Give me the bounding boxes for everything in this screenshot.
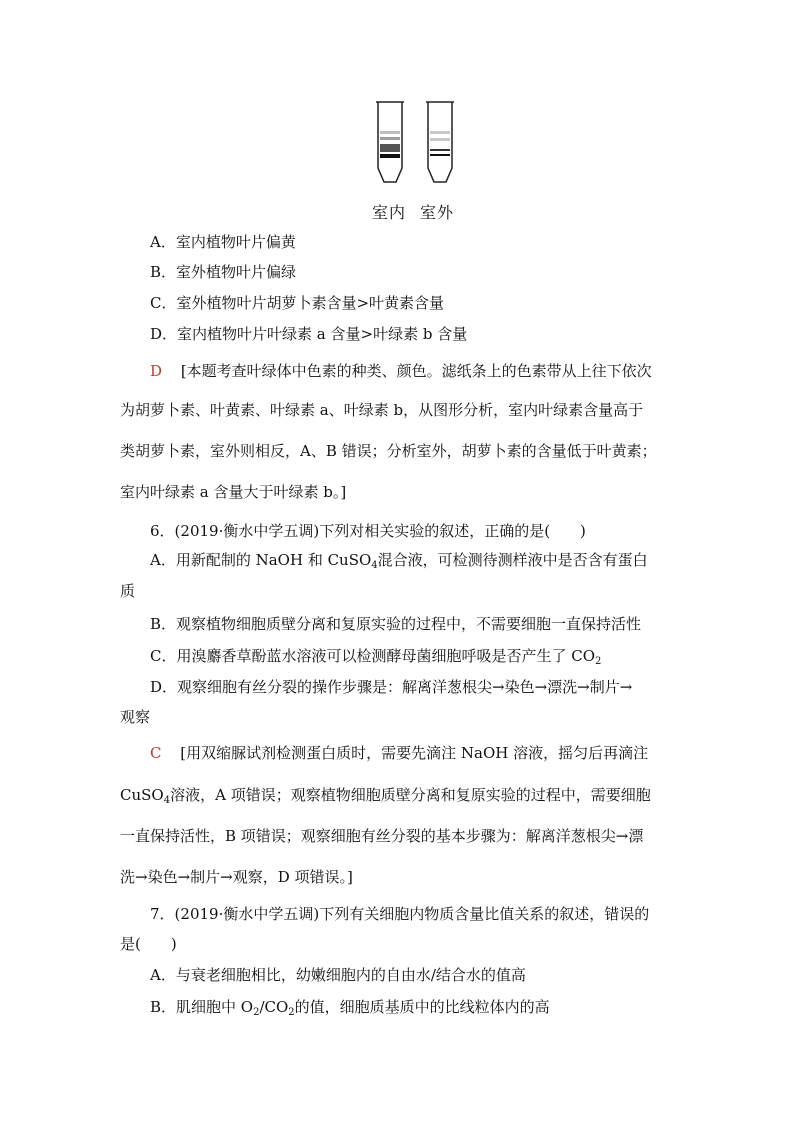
q6-option-b: B．观察植物细胞质壁分离和复原实验的过程中，不需要细胞一直保持活性 xyxy=(150,615,642,633)
q6-option-d-cont: 观察 xyxy=(120,708,151,726)
q6-option-c: C．用溴麝香草酚蓝水溶液可以检测酵母菌细胞呼吸是否产生了 $CO_2$ xyxy=(150,647,602,667)
q7-option-b: B．肌细胞中 $O_2/CO_2$的值，细胞质基质中的比线粒体内的高 xyxy=(150,998,550,1018)
q7-stem: 7．(2019·衡水中学五调)下列有关细胞内物质含量比值关系的叙述，错误的 xyxy=(150,905,650,923)
q6-stem: 6．(2019·衡水中学五调)下列对相关实验的叙述，正确的是( ) xyxy=(150,522,586,540)
chromatography-figure xyxy=(360,98,470,228)
q6-answer-line-1 xyxy=(150,742,648,764)
band-carotene xyxy=(380,131,400,134)
q5-answer-letter: D xyxy=(150,362,163,380)
q7-option-a: A．与衰老细胞相比，幼嫩细胞内的自由水/结合水的值高 xyxy=(150,966,526,984)
band-xanthophyll xyxy=(430,138,450,141)
indoor-tube xyxy=(376,102,404,182)
q5-option-d: D．室内植物叶片叶绿素 a 含量>叶绿素 b 含量 xyxy=(150,325,468,343)
band-chlorophyll-b xyxy=(380,154,400,158)
q5-explanation-3: 类胡萝卜素，室外则相反，A、B 错误；分析室外，胡萝卜素的含量低于叶黄素； xyxy=(120,442,657,460)
test-tubes-illustration xyxy=(370,98,460,188)
band-chlorophyll-b xyxy=(430,154,450,156)
q6-option-d: D．观察细胞有丝分裂的操作步骤是：解离洋葱根尖→染色→漂洗→制片→ xyxy=(150,678,633,696)
q5-option-b: B．室外植物叶片偏绿 xyxy=(150,263,297,281)
band-carotene xyxy=(430,131,450,134)
band-chlorophyll-a xyxy=(430,149,450,151)
label-indoor: 室内 xyxy=(372,203,407,222)
q6-option-a: A．用新配制的 NaOH 和 CuSO$_4$混合液，可检测待测样液中是否含有蛋白 xyxy=(150,551,648,571)
q5-explanation-1: [本题考查叶绿体中色素的种类、颜色。滤纸条上的色素带从上往下依次 xyxy=(180,362,652,380)
q6-explanation-1: [用双缩脲试剂检测蛋白质时，需要先滴注 NaOH 溶液，摇匀后再滴注 xyxy=(180,744,649,762)
q5-explanation-4: 室内叶绿素 a 含量大于叶绿素 b。] xyxy=(120,483,347,501)
q5-explanation-2: 为胡萝卜素、叶黄素、叶绿素 a、叶绿素 b，从图形分析，室内叶绿素含量高于 xyxy=(120,401,644,419)
q6-explanation-2: CuSO$_4$溶液，A 项错误；观察植物细胞质壁分离和复原实验的过程中，需要细胞 xyxy=(120,786,651,806)
label-outdoor: 室外 xyxy=(420,203,455,222)
q5-answer-line-1 xyxy=(150,360,652,382)
band-chlorophyll-a xyxy=(380,144,400,152)
outdoor-tube xyxy=(426,102,454,182)
band-xanthophyll xyxy=(380,137,400,140)
q6-option-a-cont: 质 xyxy=(120,582,136,600)
q5-option-a: A．室内植物叶片偏黄 xyxy=(150,233,296,251)
q7-stem-cont: 是( ) xyxy=(120,935,177,953)
q6-explanation-3: 一直保持活性，B 项错误；观察细胞有丝分裂的基本步骤为：解离洋葱根尖→漂 xyxy=(120,827,644,845)
q6-explanation-4: 洗→染色→制片→观察，D 项错误。] xyxy=(120,868,353,886)
q5-option-c: C．室外植物叶片胡萝卜素含量>叶黄素含量 xyxy=(150,294,445,312)
q6-answer-letter: C xyxy=(150,744,162,762)
